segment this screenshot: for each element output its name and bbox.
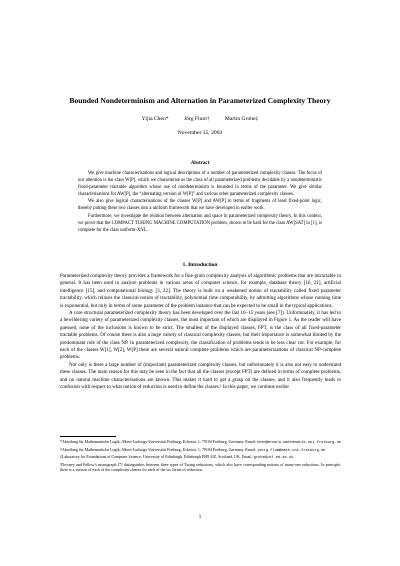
author-name: Yijia Chen* — [141, 116, 169, 122]
page-number: 1 — [198, 515, 202, 520]
footnote-text: ¹Downey and Fellow’s monograph [7] distinguishes between three types of Turing reductions, which also have corresponding notions of many-one reductions. In principle, there is a version of each of the complexity classes for each of the six forms of reduction. — [60, 461, 341, 473]
author-name: Jörg Flum† — [183, 116, 210, 122]
footnote — [60, 454, 341, 462]
abstract-paragraph: We also give logical characterisations of the classes W[P] and AW[P] in terms of fragments of least fixed-point logic, thereby putting these two classes into a uniform framework that we have developed in earlier work. — [78, 199, 322, 212]
footnote-email[interactable]: chen@ermelo.mathematik.uni-freiburg.de — [256, 441, 341, 445]
body-text — [60, 273, 341, 392]
paper-title: Bounded Nondeterminism and Alternation in Parameterized Complexity Theory — [69, 96, 331, 105]
footnotes — [60, 439, 341, 473]
footnote-text: *Abteilung für Mathematische Logik, Albert-Ludwigs-Universität Freiburg, Eckerstr. 1, 79104 Freiburg, Germany. — [60, 439, 245, 444]
footnote-email[interactable]: grohe@inf.ed.ac.uk — [253, 456, 294, 461]
abstract-paragraph: We give machine characterisations and logical descriptions of a number of parameterized complexity classes. The focus of our attention is the class W[P], which we characterise as the class of all parameterized problems decidable by a nondeterministic fixed-parameter tractable algorithm whose use of nondeterminism is bounded in terms of the parameter. We give similar characterisations for AW[P], the “alternating version of W[P]” and various other parameterized complexity classes. — [78, 171, 322, 198]
author-list — [0, 116, 400, 122]
paper-date: November 15, 2003 — [177, 130, 223, 136]
author-name: Martin Grohe‡ — [224, 116, 259, 122]
section-heading: 1. Introduction — [182, 262, 218, 268]
footnote — [60, 447, 341, 455]
footnote — [60, 462, 341, 473]
footnote — [60, 439, 341, 447]
footnote-text: †Abteilung für Mathematische Logik, Albert-Ludwigs-Universität Freiburg, Eckerstr. 1, 79104 Freiburg, Germany. — [60, 446, 245, 452]
abstract — [78, 170, 322, 234]
footnote-email[interactable]: joerg.flum@math.uni-freiburg.de — [256, 448, 326, 453]
body-paragraph: Parameterized complexity theory provides a framework for a fine-grain complexity analysis of algorithmic problems that are intractable in general. It has been used to analyse problems in various areas of computer science, for example, database theory [16, 21], artificial intelligence [15], and computational biology [3, 22]. The theory is built on a weakened notion of tractability called fixed parameter tractability, which relaxes the classical notion of tractability, polynomial time computability, by admitting algorithms whose running time is exponential, but only in terms of some parameter of the problem instance that can be expected to be small in the typical applications. — [60, 273, 341, 309]
footnote-email-label: Email: — [245, 439, 257, 444]
abstract-paragraph: Furthermore, we investigate the relation between alternation and space in parameterized complexity theory. In this context, we prove that the COMPACT TURING MACHINE COMPUTATION problem, shown to be hard for the class AW[SAT] in [1], is complete for the class uniform-XNL. — [78, 213, 322, 233]
footnote-rule — [60, 436, 116, 437]
abstract-heading: Abstract — [190, 161, 210, 166]
footnote-text: ‡Laboratory for Foundations of Computer Science, University of Edinburgh, Edinburgh EH9 3JZ, Scotland, UK. — [60, 454, 241, 460]
body-paragraph: A core structural parameterized complexity theory has been developed over the last 10–15 years (see [7]). Unfortunately, it has led to a bewildering variety of parameterized complexity classes, the most important of which are displayed in Figure 1. As the reader will have guessed, none of the inclusions is known to be strict. The smallest of the displayed classes, FPT, is the class of all fixed-parameter tractable problems. Of course there is also a huge variety of classical complexity classes, but their importance is somewhat limited by the predominant role of the class NP. In parameterized complexity, the classification of problems tends to be less clear cut. For example, for each of the classes W[1], W[2], W[P] there are several natural complete problems which are parameterizations of classical NP-complete problems. — [60, 310, 341, 361]
footnote-email-label: Email: — [245, 446, 257, 452]
footnote-email-label: Email: — [241, 454, 254, 460]
body-paragraph: Not only is there a large number of (important) parameterized complexity classes, but unfortunately it is also not easy to understand these classes. The main reason for this may be seen in the fact that all the classes (except FPT) are defined in terms of complete problems, and no natural machine characterisations are known. This makes it hard to get a grasp on the classes, and it also frequently leads to confusion with respect to what notion of reduction is used to define the classes.¹ In this paper, we continue earlier — [60, 361, 341, 391]
